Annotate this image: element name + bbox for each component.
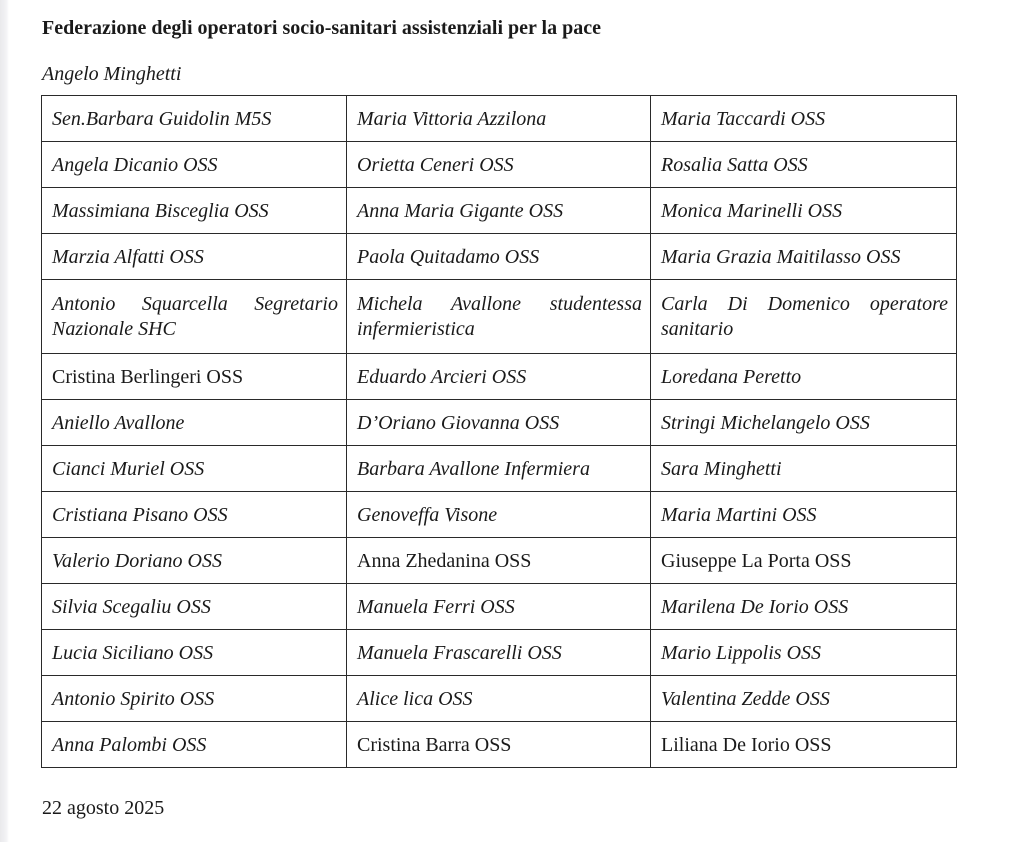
table-cell: Manuela Ferri OSS [347,584,651,630]
document-author: Angelo Minghetti [42,63,182,85]
table-cell: Maria Martini OSS [651,492,957,538]
table-cell: Manuela Frascarelli OSS [347,630,651,676]
table-cell: Michela Avallone studentessa infermieristica [347,280,651,354]
table-cell: Maria Taccardi OSS [651,96,957,142]
table-cell: Loredana Peretto [651,354,957,400]
table-cell: Barbara Avallone Infermiera [347,446,651,492]
table-row [42,584,957,630]
table-row [42,188,957,234]
table-cell: Stringi Michelangelo OSS [651,400,957,446]
table-cell: Paola Quitadamo OSS [347,234,651,280]
table-cell: Anna Palombi OSS [42,722,347,768]
table-row [42,630,957,676]
table-cell: Lucia Siciliano OSS [42,630,347,676]
table-cell: Marilena De Iorio OSS [651,584,957,630]
table-row [42,142,957,188]
table-row [42,446,957,492]
table-row [42,234,957,280]
table-row [42,96,957,142]
table-cell: Antonio Spirito OSS [42,676,347,722]
table-row [42,280,957,354]
page-edge [0,0,9,842]
table-cell: Sen.Barbara Guidolin M5S [42,96,347,142]
table-cell: Maria Vittoria Azzilona [347,96,651,142]
table-cell: Anna Zhedanina OSS [347,538,651,584]
table-cell: Antonio Squarcella Segretario Nazionale SHC [42,280,347,354]
signatories-table [41,95,957,768]
table-cell: Angela Dicanio OSS [42,142,347,188]
table-row [42,722,957,768]
signatories-table-body [42,96,957,768]
table-cell: Maria Grazia Maitilasso OSS [651,234,957,280]
table-cell: Cristina Berlingeri OSS [42,354,347,400]
table-cell: Eduardo Arcieri OSS [347,354,651,400]
table-row [42,492,957,538]
document-title: Federazione degli operatori socio-sanitari assistenziali per la pace [42,17,601,39]
table-cell: Cianci Muriel OSS [42,446,347,492]
table-cell: D’Oriano Giovanna OSS [347,400,651,446]
table-row [42,354,957,400]
table-cell: Alice lica OSS [347,676,651,722]
table-cell: Carla Di Domenico operatore sanitario [651,280,957,354]
table-row [42,538,957,584]
table-cell: Liliana De Iorio OSS [651,722,957,768]
table-cell: Valerio Doriano OSS [42,538,347,584]
document-date: 22 agosto 2025 [42,797,165,819]
table-cell: Cristina Barra OSS [347,722,651,768]
table-cell: Massimiana Bisceglia OSS [42,188,347,234]
table-cell: Aniello Avallone [42,400,347,446]
table-cell: Valentina Zedde OSS [651,676,957,722]
table-cell: Genoveffa Visone [347,492,651,538]
table-cell: Sara Minghetti [651,446,957,492]
table-cell: Giuseppe La Porta OSS [651,538,957,584]
table-cell: Cristiana Pisano OSS [42,492,347,538]
table-cell: Rosalia Satta OSS [651,142,957,188]
table-cell: Silvia Scegaliu OSS [42,584,347,630]
table-row [42,676,957,722]
table-cell: Anna Maria Gigante OSS [347,188,651,234]
table-cell: Mario Lippolis OSS [651,630,957,676]
table-cell: Marzia Alfatti OSS [42,234,347,280]
table-row [42,400,957,446]
table-cell: Monica Marinelli OSS [651,188,957,234]
table-cell: Orietta Ceneri OSS [347,142,651,188]
